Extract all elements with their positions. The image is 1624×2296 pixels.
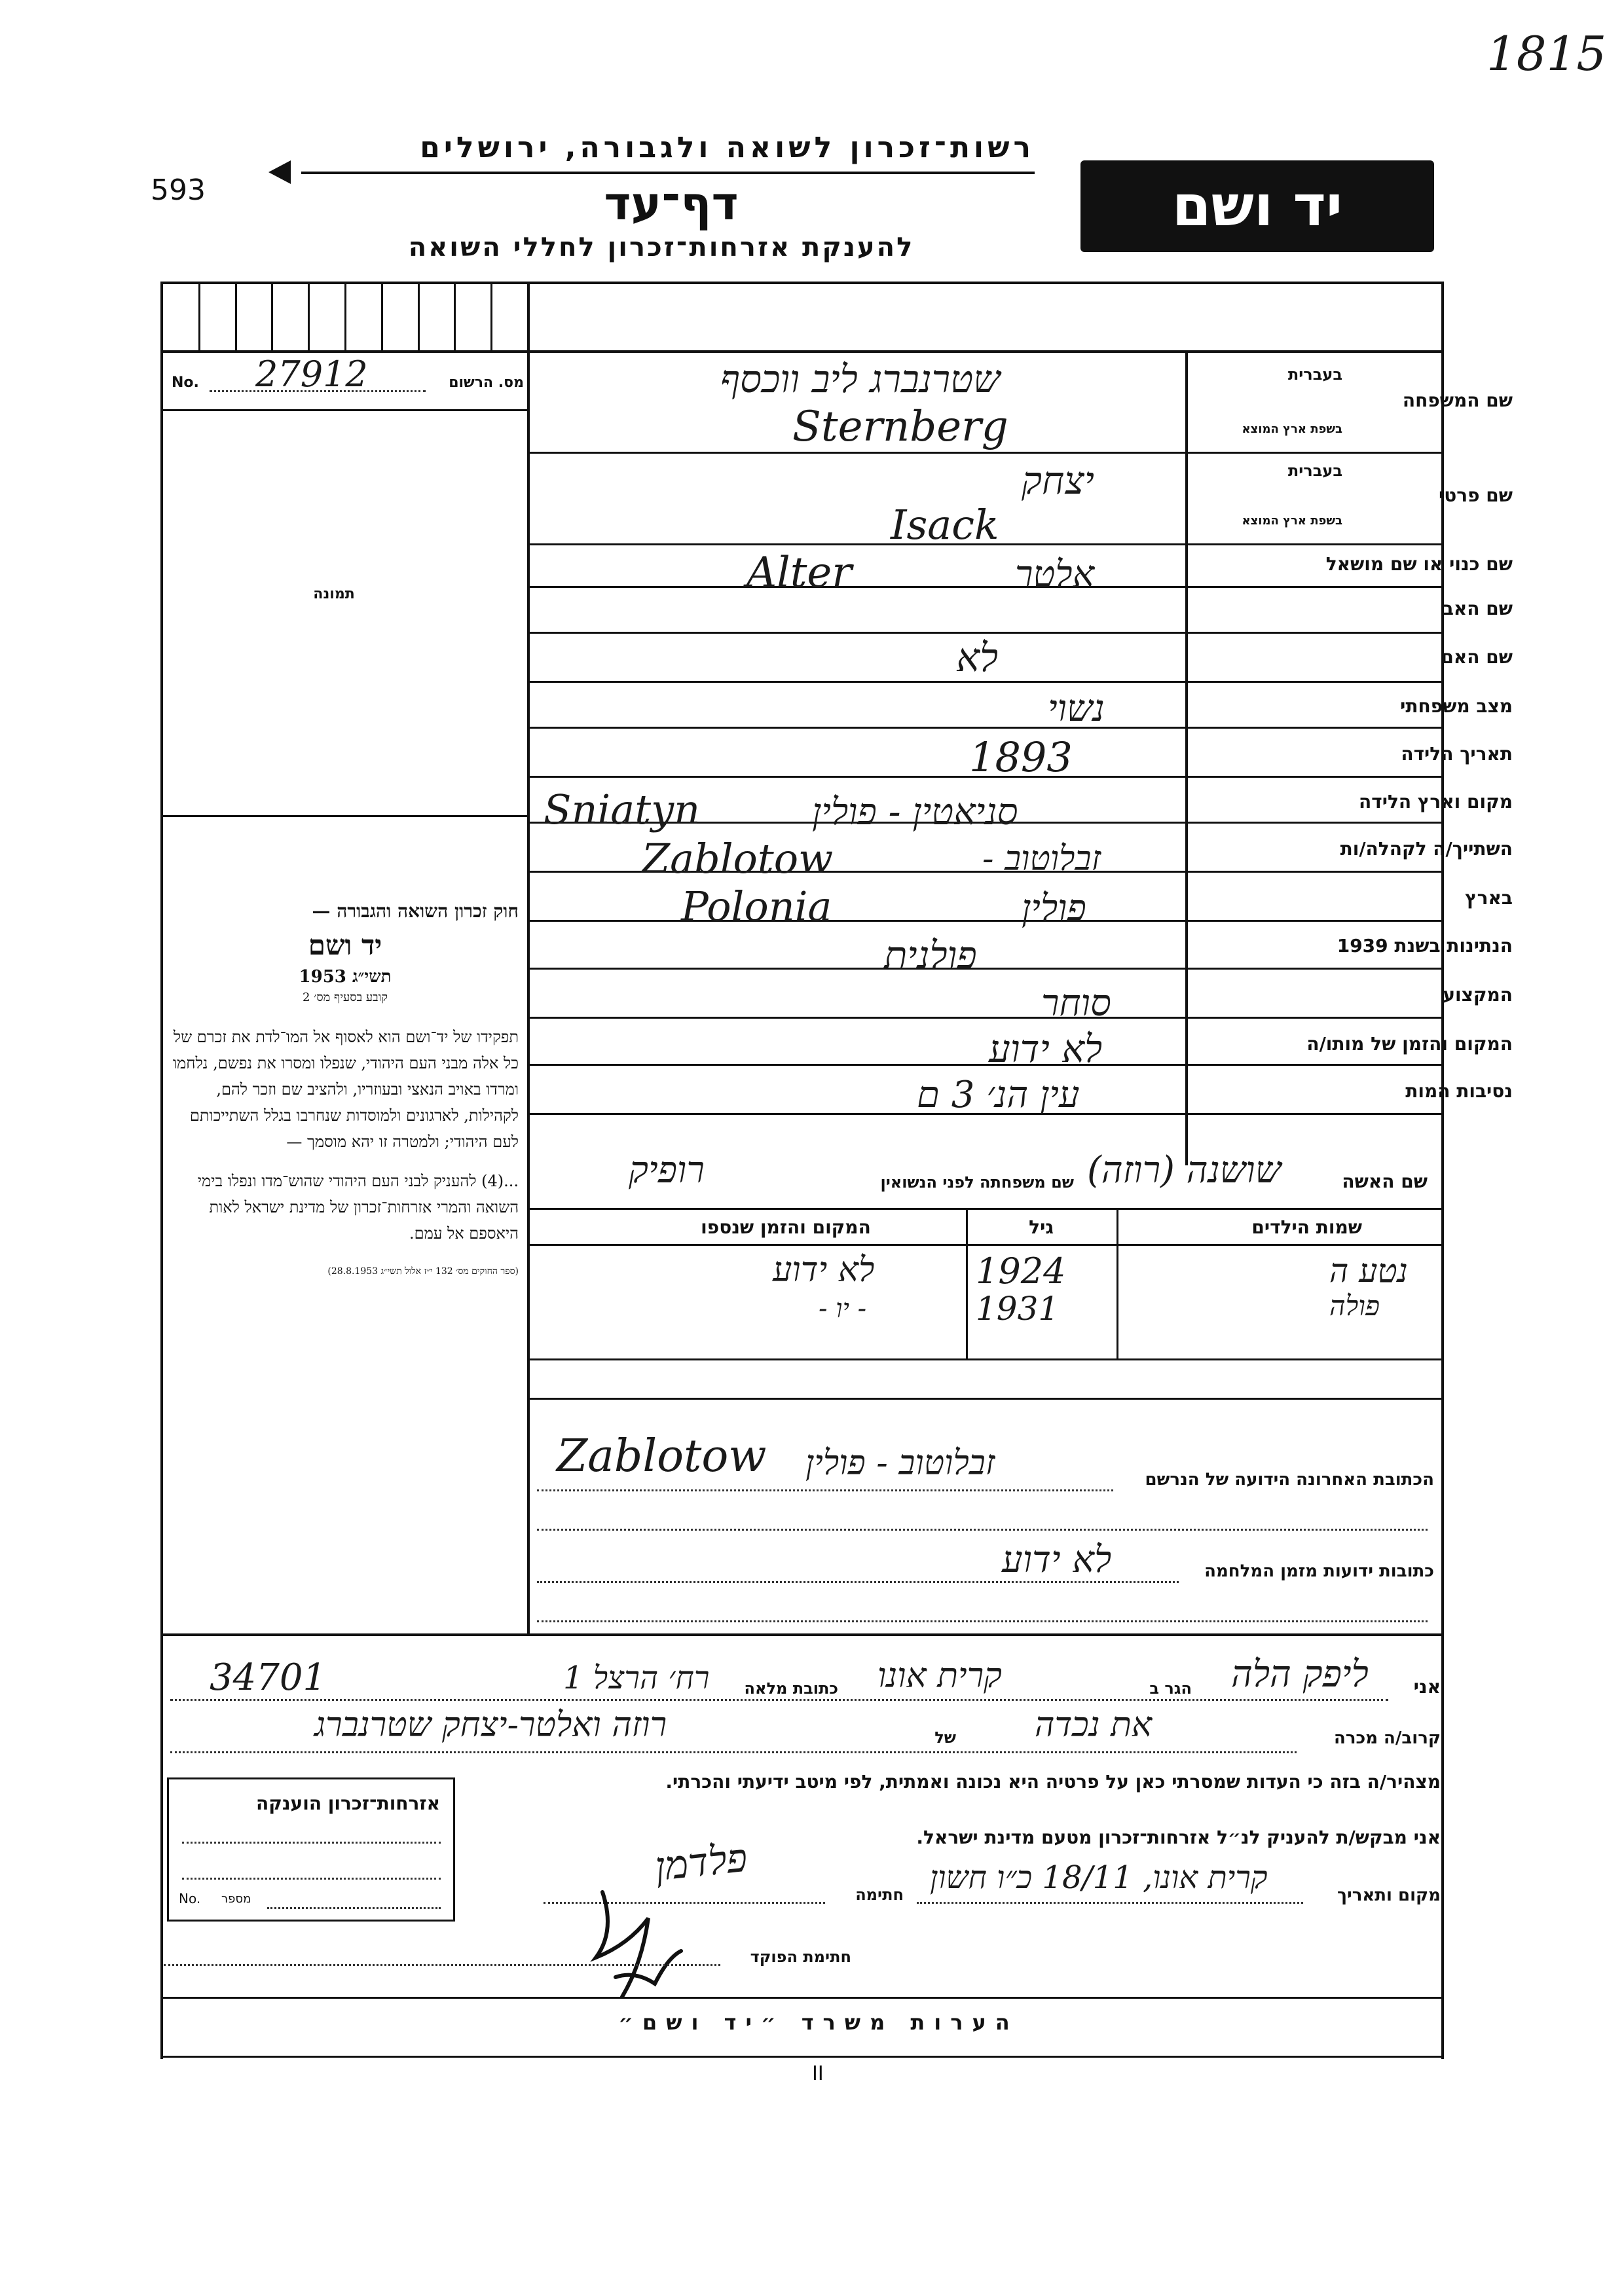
registration-bottom xyxy=(163,409,527,411)
row-sep-1 xyxy=(527,452,1444,454)
citizenship-box-line-2 xyxy=(182,1878,441,1880)
country-hebrew-value: פולין xyxy=(1022,887,1086,930)
row-sep-10 xyxy=(527,920,1444,922)
label-surname-origin: בשפת ארץ המוצא xyxy=(1242,422,1342,436)
child-1-name: נטע ה xyxy=(1329,1252,1408,1290)
community-latin-value: Zablotow xyxy=(642,835,834,883)
declarant-resides: קרית אונו xyxy=(877,1656,1002,1696)
registration-label: מס. הרשום xyxy=(449,374,524,391)
marital-value: נשוי xyxy=(1048,687,1105,730)
row-sep-6 xyxy=(527,727,1444,729)
place-date-line xyxy=(917,1902,1303,1904)
label-resides: הגר ב xyxy=(1149,1679,1192,1698)
photo-area-bottom xyxy=(163,815,527,817)
label-occupation: המקצוע xyxy=(1443,984,1513,1006)
law-section: קובע בסעיף מס׳ 2 xyxy=(303,991,388,1004)
registration-line xyxy=(210,390,426,392)
birthplace-hebrew-value: סניאטין - פולין xyxy=(812,791,1018,833)
wife-row-bottom xyxy=(527,1208,1444,1210)
mother-value: לא xyxy=(956,635,999,681)
label-wife-maiden: שם משפחתה לפני הנשואין xyxy=(880,1173,1074,1192)
children-col-sep-2 xyxy=(966,1208,968,1358)
children-section-bottom xyxy=(527,1398,1444,1400)
declarant-signature: פלדמן xyxy=(652,1834,750,1891)
code-boxes xyxy=(164,283,527,350)
label-relation: קרוב/ה מכרה xyxy=(1333,1728,1441,1748)
law-paragraph-2: ...(4) להעניק לבני העם היהודי שהוש־מדו ונפלו בימי השואה והמרי אזרחות־זכרון של מדינת ישראל לאות היאספם אל עמם. xyxy=(197,1172,519,1243)
children-table-bottom xyxy=(527,1358,1444,1360)
label-birthdate: תאריך הלידה xyxy=(1401,743,1513,765)
label-place-date: מקום ותאריך xyxy=(1337,1886,1441,1905)
child-1-place: לא ידוע xyxy=(773,1250,875,1290)
death-place-value: לא ידוע xyxy=(989,1027,1103,1071)
surname-hebrew-value: שטרנברג ליב ווכסף xyxy=(720,357,1001,401)
label-country: בארץ xyxy=(1465,887,1513,909)
main-section-bottom xyxy=(160,1633,1444,1636)
yad-vashem-logo xyxy=(1080,160,1434,252)
page-mark: II xyxy=(812,2062,824,2085)
children-header-bottom xyxy=(527,1244,1444,1246)
last-address-line-2 xyxy=(537,1529,1428,1531)
footer-bottom-line xyxy=(160,2056,1444,2058)
citizenship-box-no-he: מספר xyxy=(221,1892,251,1906)
label-mother: שם האם xyxy=(1441,646,1513,668)
declarant-name: ליפק הלה xyxy=(1231,1653,1369,1696)
wife-value: שושנה (רוזה) xyxy=(1087,1149,1282,1192)
label-firstname: שם פרטי xyxy=(1438,484,1513,506)
firstname-hebrew-value: יצחק xyxy=(1022,458,1094,503)
label-marital: מצב משפחתי xyxy=(1400,695,1513,717)
citizenship-box-line-3 xyxy=(267,1907,441,1909)
label-surname: שם המשפחה xyxy=(1402,390,1513,411)
left-column-divider xyxy=(527,282,530,1633)
country-latin-value: Polonia xyxy=(681,883,832,930)
last-address-latin: Zablotow xyxy=(557,1430,767,1482)
label-death-place: המקום והזמן של מותו/ה xyxy=(1306,1033,1513,1055)
label-officer-signature: חתימת הפוקד xyxy=(750,1948,851,1966)
declarant-relation: את נכדה xyxy=(1035,1705,1153,1745)
child-1-name-2: פולה xyxy=(1329,1290,1380,1322)
archive-number: 1815 xyxy=(1486,26,1607,81)
row-sep-11 xyxy=(527,968,1444,970)
war-address-value: לא ידוע xyxy=(1002,1539,1112,1581)
citizenship-box-title: אזרחות־זכרון הוענקה xyxy=(256,1793,440,1814)
occupation-value: סוחר xyxy=(1041,982,1111,1025)
law-heading: חוק זכרון השואה והגבורה — xyxy=(312,900,519,922)
citizenship-box-no-en: No. xyxy=(179,1891,201,1906)
signature-scribble xyxy=(576,1879,707,2006)
registration-no-label: No. xyxy=(172,374,199,391)
label-signature: חתימה xyxy=(855,1886,904,1904)
footer-top-line xyxy=(160,1997,1444,1999)
wife-maiden-value: רופיק xyxy=(629,1149,705,1192)
photo-label: תמונה xyxy=(313,586,355,602)
children-col-age: גיל xyxy=(1029,1216,1054,1238)
label-column-divider xyxy=(1185,350,1188,1165)
law-paragraph-1: תפקידו של יד־ושם הוא לאסוף אל המו־לדת את זכרם של כל אלה מבני העם היהודי, שנפלו ומסרו את נפשם, נלחמו ומרדו באויב הנאצי ובעוזריו, ולהציב שם וזכר להם, לקהילות, לארגונים ולמוסדות שנחרבו בגלל השתייכותם לעם היהודי; ולמטרה זו יהא מוסמך — xyxy=(172,1028,519,1151)
row-sep-3 xyxy=(527,586,1444,588)
declarant-place-date: קרית אונו, 18/11 כ״ו חשון xyxy=(930,1859,1268,1896)
label-firstname-hebrew: בעברית xyxy=(1287,462,1342,480)
label-full-address: כתובת מלאה xyxy=(744,1679,838,1698)
row-sep-12 xyxy=(527,1017,1444,1019)
logo-text: יד ושם xyxy=(1172,173,1343,239)
declarant-postal: 34701 xyxy=(210,1656,327,1699)
last-address-line-1 xyxy=(537,1489,1113,1491)
label-last-address: הכתובת האחרונה הידועה של הנרשם xyxy=(1145,1470,1434,1489)
nickname-hebrew-value: אלטר xyxy=(1015,553,1095,596)
death-circumstances-value: עין הנ׳ 3 ם xyxy=(917,1074,1080,1116)
pointer-mark xyxy=(268,160,291,184)
child-2-age: 1931 xyxy=(976,1290,1060,1328)
declarant-line-1 xyxy=(170,1699,1388,1701)
citizenship-value: פולנית xyxy=(884,933,977,977)
label-war-addresses: כתובות ידועות מזמן המלחמה xyxy=(1204,1561,1434,1581)
law-block xyxy=(172,900,519,1277)
declarant-of-name: רוזה ואלטר-יצחק שטרנברג xyxy=(314,1705,667,1745)
last-address-hebrew: זבלוטוב - פולין xyxy=(805,1444,995,1483)
declarant-statement-1: מצהיר/ה בזה כי העדות שמסרתי כאן על פרטיה היא נכונה ואמתית, לפי מיטב ידיעתי והכרתי. xyxy=(665,1771,1441,1793)
children-col-place: המקום והזמן שנספו xyxy=(701,1216,871,1238)
declarant-address: רח׳ הרצל 1 xyxy=(563,1660,710,1696)
label-father: שם האב xyxy=(1442,598,1513,619)
row-sep-4 xyxy=(527,632,1444,634)
birthplace-latin-value: Sniatyn xyxy=(544,786,701,833)
label-of: של xyxy=(934,1728,956,1747)
citizenship-box-line-1 xyxy=(182,1842,441,1844)
label-citizenship-1939: הנתינות בשנת 1939 xyxy=(1337,935,1513,957)
row-sep-5 xyxy=(527,681,1444,683)
office-notes: הערות משרד ״יד ושם״ xyxy=(618,2010,1019,2035)
nickname-latin-value: Alter xyxy=(747,549,852,597)
surname-latin-value: Sternberg xyxy=(792,403,1008,451)
community-hebrew-value: זבלוטוב - xyxy=(982,839,1101,879)
citizenship-box xyxy=(167,1777,455,1922)
side-number: 593 xyxy=(151,173,206,207)
authority-underline xyxy=(301,172,1035,174)
declarant-statement-2: אני מבקש/ת להעניק לנ״ל אזרחות־זכרון מטעם מדינת ישראל. xyxy=(916,1827,1441,1848)
authority-name: רשות־זכרון לשואה ולגבורה, ירושלים xyxy=(420,131,1035,164)
label-declarant-i: אני xyxy=(1413,1676,1441,1698)
declarant-line-2 xyxy=(170,1751,1297,1753)
label-wife: שם האשה xyxy=(1342,1171,1428,1192)
row-sep-13 xyxy=(527,1064,1444,1066)
officer-signature-line xyxy=(164,1964,720,1966)
birthdate-value: 1893 xyxy=(969,733,1073,781)
firstname-latin-value: Isack xyxy=(891,501,999,549)
label-firstname-origin: בשפת ארץ המוצא xyxy=(1242,514,1342,528)
children-col-names: שמות הילדים xyxy=(1251,1216,1362,1238)
children-col-sep-1 xyxy=(1116,1208,1118,1358)
label-community: השתייך/ה לקהלה/ות xyxy=(1340,838,1513,860)
label-death-circumstances: נסיבות המות xyxy=(1405,1080,1513,1102)
form-subtitle: להענקת אזרחות־זכרון לחללי השואה xyxy=(408,232,915,263)
child-2-place: - יו - xyxy=(819,1294,867,1324)
label-birthplace: מקום וארץ הלידה xyxy=(1359,791,1513,812)
label-nickname: שם כנוי או שם מושאל xyxy=(1325,553,1513,575)
registration-number: 27912 xyxy=(255,354,368,395)
law-year: תשי״ג 1953 xyxy=(299,967,392,987)
form-title: דף־עד xyxy=(604,177,739,230)
war-address-line-1 xyxy=(537,1581,1179,1583)
child-1-age: 1924 xyxy=(976,1250,1066,1292)
label-surname-hebrew: בעברית xyxy=(1287,365,1342,384)
law-name: יד ושם xyxy=(308,929,382,961)
code-box-bottom xyxy=(160,350,1444,353)
law-source: (ספר החוקים מס׳ 132 י״ז אלול תשי״ג 28.8.1953) xyxy=(327,1266,519,1277)
war-address-line-2 xyxy=(537,1620,1428,1622)
